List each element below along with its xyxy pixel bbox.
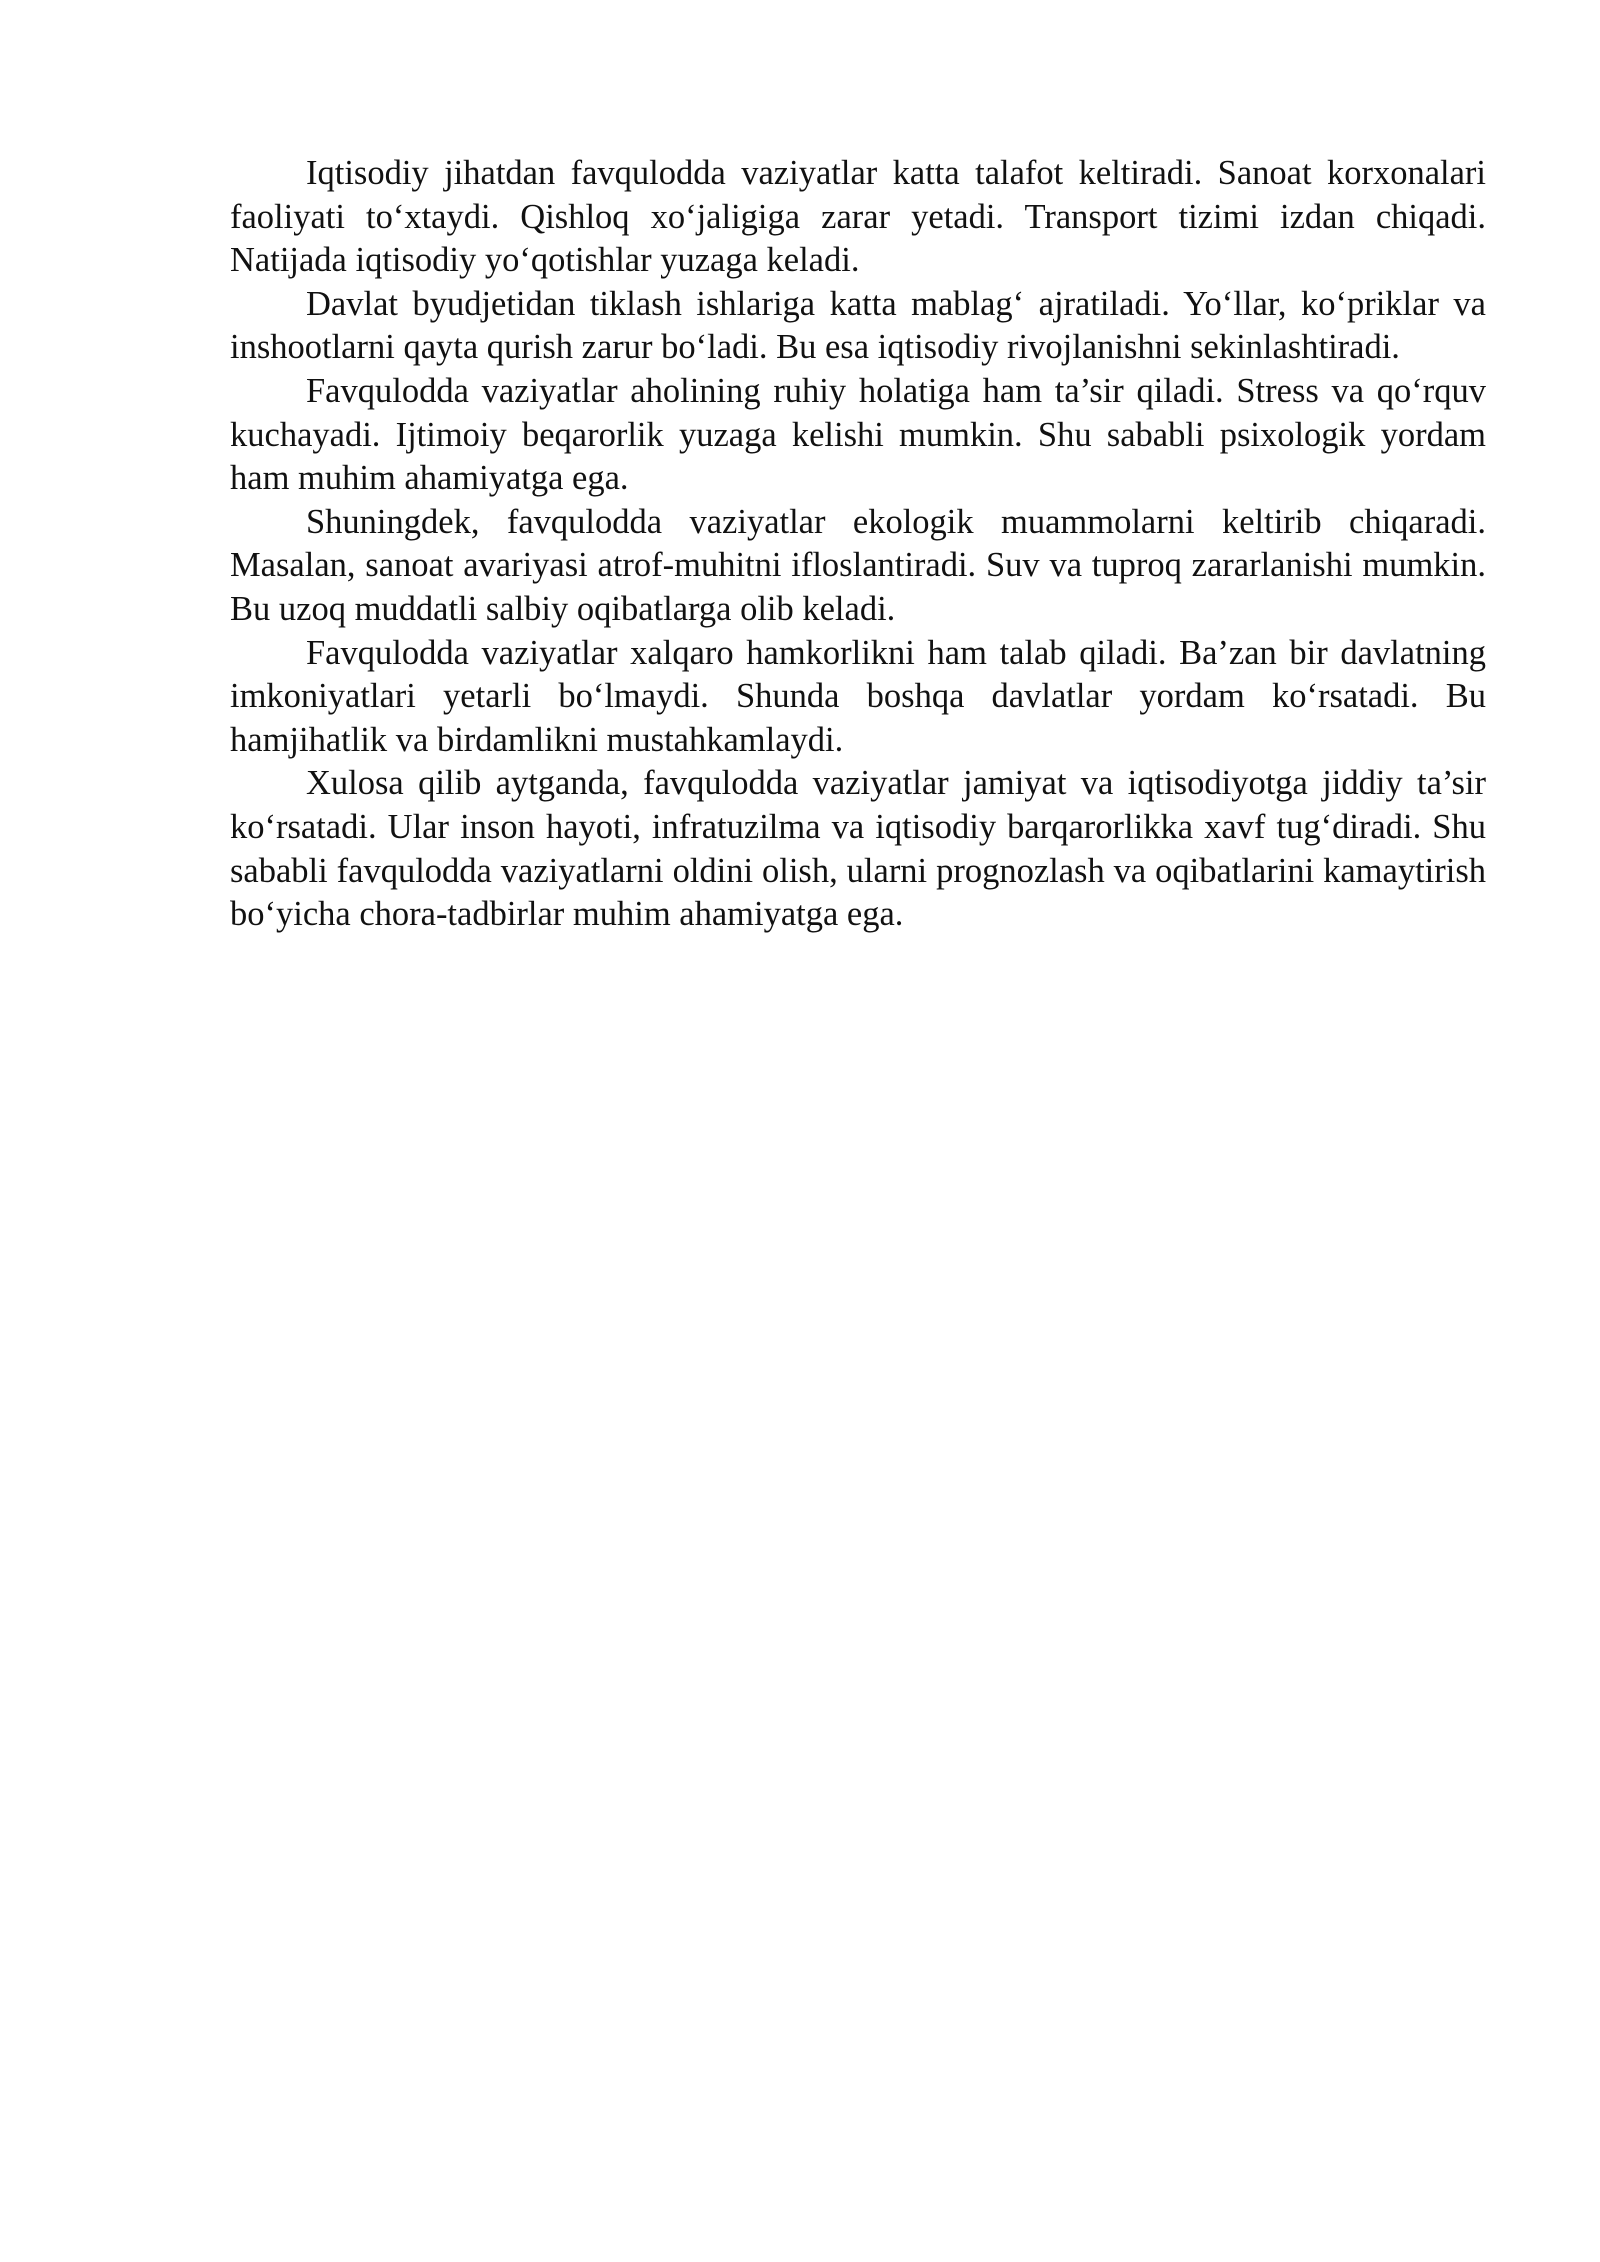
paragraph-conclusion: Xulosa qilib aytganda, favqulodda vaziyatlar jamiyat va iqtisodiyotga jiddiy ta’sir ko‘rsatadi. Ular inson hayoti, infratuzilma va iqtisodiy barqarorlikka xavf tug‘diradi. Shu sababli favqulodda vaziyatlarni oldini olish, ularni prognozlash va oqibatlarini kamaytirish bo‘yicha chora-tadbirlar muhim ahamiyatga ega. — [230, 764, 1486, 934]
paragraph-ecological-problems: Shuningdek, favqulodda vaziyatlar ekologik muammolarni keltirib chiqaradi. Masalan, sanoat avariyasi atrof-muhitni ifloslantiradi. Suv va tuproq zararlanishi mumkin. Bu uzoq muddatli salbiy oqibatlarga olib keladi. — [230, 502, 1486, 628]
paragraph-state-budget: Davlat byudjetidan tiklash ishlariga katta mablag‘ ajratiladi. Yo‘llar, ko‘priklar va inshootlarni qayta qurish zarur bo‘ladi. Bu esa iqtisodiy rivojlanishni sekinlashtiradi. — [230, 284, 1486, 367]
paragraph-economic-losses: Iqtisodiy jihatdan favqulodda vaziyatlar katta talafot keltiradi. Sanoat korxonalari faoliyati to‘xtaydi. Qishloq xo‘jaligiga zarar yetadi. Transport tizimi izdan chiqadi. Natijada iqtisodiy yo‘qotishlar yuzaga keladi. — [230, 154, 1486, 280]
document-body — [230, 152, 1486, 937]
paragraph-international-cooperation: Favqulodda vaziyatlar xalqaro hamkorlikni ham talab qiladi. Ba’zan bir davlatning imkoniyatlari yetarli bo‘lmaydi. Shunda boshqa davlatlar yordam ko‘rsatadi. Bu hamjihatlik va birdamlikni mustahkamlaydi. — [230, 633, 1486, 759]
paragraph-psychological-impact: Favqulodda vaziyatlar aholining ruhiy holatiga ham ta’sir qiladi. Stress va qo‘rquv kuchayadi. Ijtimoiy beqarorlik yuzaga kelishi mumkin. Shu sababli psixologik yordam ham muhim ahamiyatga ega. — [230, 371, 1486, 498]
